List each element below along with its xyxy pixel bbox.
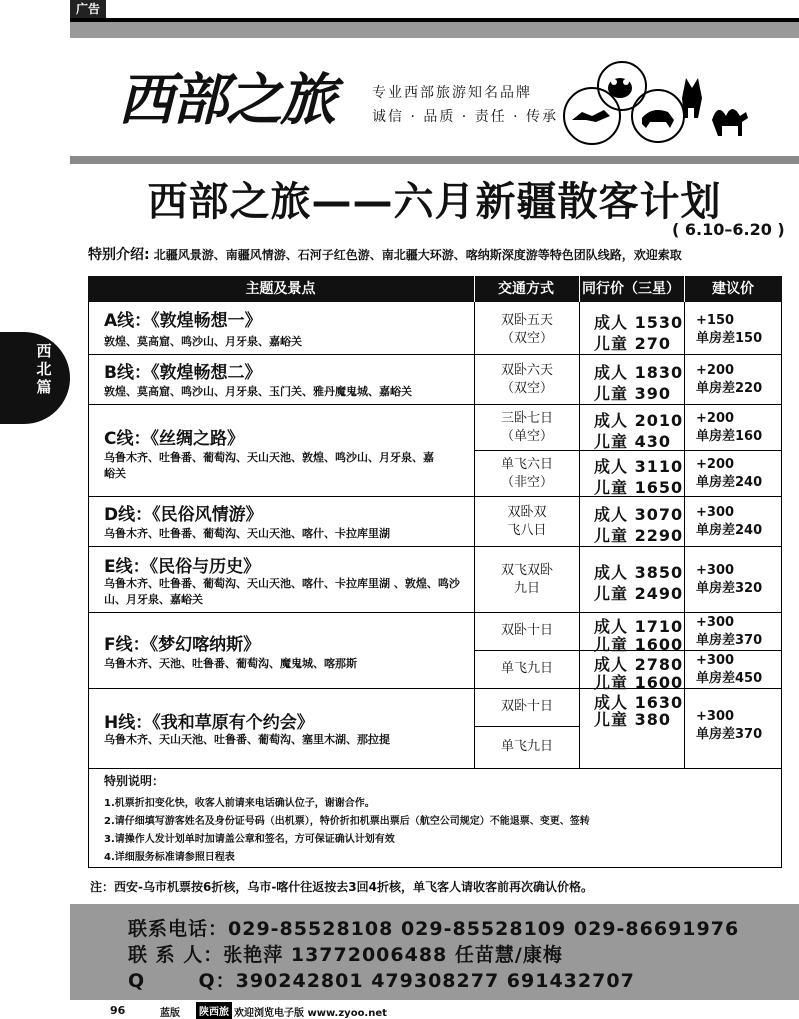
transport-e: 双飞双卧 九日 [500, 563, 553, 596]
row-divider [88, 612, 782, 613]
route-sights-d: 乌鲁木齐、吐鲁番、葡萄沟、天山天池、喀什、卡拉库里湖 [104, 527, 390, 540]
ad-tag: 广告 [70, 0, 106, 18]
animal-emblems-icon [562, 58, 762, 148]
transport-f2: 单飞九日 [500, 661, 553, 676]
child-price-c1: 儿童 430 [594, 432, 671, 451]
route-sights-h: 乌鲁木齐、天山天池、吐鲁番、葡萄沟、塞里木湖、那拉提 [104, 733, 390, 746]
grid-line [684, 302, 685, 768]
browse-link-text: 欢迎浏览电子版 www.zyoo.net [234, 1008, 387, 1019]
child-price-a: 儿童 270 [594, 334, 671, 353]
suggest-d: +300 单房差240 [696, 505, 763, 538]
route-sights-f: 乌鲁木齐、天池、吐鲁番、葡萄沟、魔鬼城、喀那斯 [104, 657, 357, 670]
route-sights-e: 乌鲁木齐、吐鲁番、葡萄沟、天山天池、喀什、卡拉库里湖 、敦煌、鸣沙山、月牙泉、嘉峪关 [104, 577, 460, 606]
suggest-f1: +300 单房差370 [696, 615, 763, 648]
row-divider [88, 354, 782, 355]
transport-d: 双卧双 飞八日 [507, 505, 547, 538]
top-gray-band [70, 22, 799, 38]
child-price-h1: 儿童 380 [594, 710, 671, 729]
transport-b: 双卧六天 （双空） [500, 363, 553, 396]
suggest-c1: +200 单房差160 [696, 411, 763, 444]
header-theme: 主题及景点 [245, 281, 316, 297]
child-price-f2: 儿童 1600 [594, 673, 684, 692]
child-price-d: 儿童 2290 [594, 526, 684, 545]
transport-c1: 三卧七日 （单空） [500, 411, 553, 444]
note-item: 1.机票折扣变化快，收客人前请来电话确认位子，谢谢合作。 [104, 798, 375, 809]
route-title-e: E线：《民俗与历史》 [104, 557, 261, 577]
transport-h1: 双卧十日 [500, 699, 553, 714]
brand-slogan-2: 诚信 · 品质 · 责任 · 传承 [372, 109, 559, 125]
route-title-d: D线：《民俗风情游》 [104, 505, 263, 525]
route-title-a: A线：《敦煌畅想一》 [104, 311, 262, 331]
contact-persons: 联 系 人：张艳萍 13772006488 任苗慧/康梅 [128, 944, 563, 966]
special-intro [88, 244, 682, 264]
adult-price-a: 成人 1530 [594, 313, 684, 332]
brand-logo: 西部之旅 [118, 67, 334, 133]
adult-price-e: 成人 3850 [594, 563, 684, 582]
grid-line [579, 302, 580, 768]
transport-c2: 单飞六日 （非空） [500, 457, 553, 490]
edition-label: 蓝版 [160, 1008, 180, 1019]
transport-f1: 双卧十日 [500, 623, 553, 638]
suggest-f2: +300 单房差450 [696, 653, 763, 686]
page-title: 西部之旅——六月新疆散客计划 [147, 179, 722, 225]
route-title-c: C线：《丝绸之路》 [104, 429, 244, 449]
special-intro-text: 北疆风景游、南疆风情游、石河子红色游、南北疆大环游、喀纳斯深度游等特色团队线路，欢迎索取 [153, 248, 682, 262]
grid-line [684, 276, 685, 302]
page-number: 96 [110, 1004, 126, 1017]
suggest-c2: +200 单房差240 [696, 457, 763, 490]
adult-price-h1: 成人 1630 [594, 693, 684, 712]
adult-price-c1: 成人 2010 [594, 411, 684, 430]
child-price-c2: 儿童 1650 [594, 478, 684, 497]
publisher-badge: 陕西旅 [196, 1002, 232, 1019]
route-title-f: F线：《梦幻喀纳斯》 [104, 635, 261, 655]
note-item: 2.请仔细填写游客姓名及身份证号码（出机票），特价折扣机票出票后（航空公司规定）不能退票、变更、签转 [104, 816, 590, 827]
adult-price-b: 成人 1830 [594, 363, 684, 382]
note-item: 3.请操作人发计划单时加请盖公章和签名，方可保证确认计划有效 [104, 834, 395, 845]
header-trade-price: 同行价（三星） [582, 281, 680, 297]
transport-h2: 单飞九日 [500, 739, 553, 754]
notes-title: 特别说明： [104, 774, 165, 788]
transport-a: 双卧五天 （双空） [500, 313, 553, 346]
header-transport: 交通方式 [498, 281, 554, 297]
suggest-h1: +300 单房差370 [696, 709, 763, 742]
suggest-b: +200 单房差220 [696, 363, 763, 396]
route-sights-c: 乌鲁木齐、吐鲁番、葡萄沟、天山天池、敦煌、鸣沙山、月牙泉、嘉峪关 [104, 451, 434, 480]
date-range: ( 6.10–6.20 ) [672, 220, 785, 239]
route-sights-a: 敦煌、莫高窟、鸣沙山、月牙泉、嘉峪关 [104, 335, 302, 348]
contact-phones: 联系电话：029-85528108 029-85528109 029-86691976 [128, 918, 740, 940]
route-title-h: H线：《我和草原有个约会》 [104, 713, 314, 733]
footnote: 注：西安-乌市机票按6折核，乌市-喀什往返按去3回4折核，单飞客人请收客前再次确认价格。 [90, 880, 594, 894]
row-divider [474, 726, 579, 727]
route-sights-b: 敦煌、莫高窟、鸣沙山、月牙泉、玉门关、雅丹魔鬼城、嘉峪关 [104, 385, 412, 398]
header-suggested-price: 建议价 [712, 281, 754, 297]
row-divider [88, 404, 782, 405]
row-divider [88, 546, 782, 547]
route-title-b: B线：《敦煌畅想二》 [104, 363, 262, 383]
grid-line [474, 276, 475, 302]
grid-line [579, 276, 580, 302]
child-price-f1: 儿童 1600 [594, 635, 684, 654]
table-header [88, 276, 782, 302]
contact-qq: Q Q：390242801 479308277 691432707 [128, 970, 635, 992]
note-item: 4.详细服务标准请参照日程表 [104, 852, 235, 863]
row-divider [88, 768, 782, 769]
child-price-e: 儿童 2490 [594, 584, 684, 603]
adult-price-c2: 成人 3110 [594, 457, 684, 476]
suggest-a: +150 单房差150 [696, 313, 763, 346]
special-intro-label: 特别介绍: [88, 247, 150, 263]
suggest-e: +300 单房差320 [696, 563, 763, 596]
adult-price-d: 成人 3070 [594, 505, 684, 524]
section-side-label: 西北篇 [36, 342, 52, 396]
adult-price-f1: 成人 1710 [594, 617, 684, 636]
adult-price-f2: 成人 2780 [594, 655, 684, 674]
divider-band [70, 156, 799, 164]
child-price-b: 儿童 390 [594, 384, 671, 403]
brand-slogan-1: 专业西部旅游知名品牌 [372, 85, 532, 101]
